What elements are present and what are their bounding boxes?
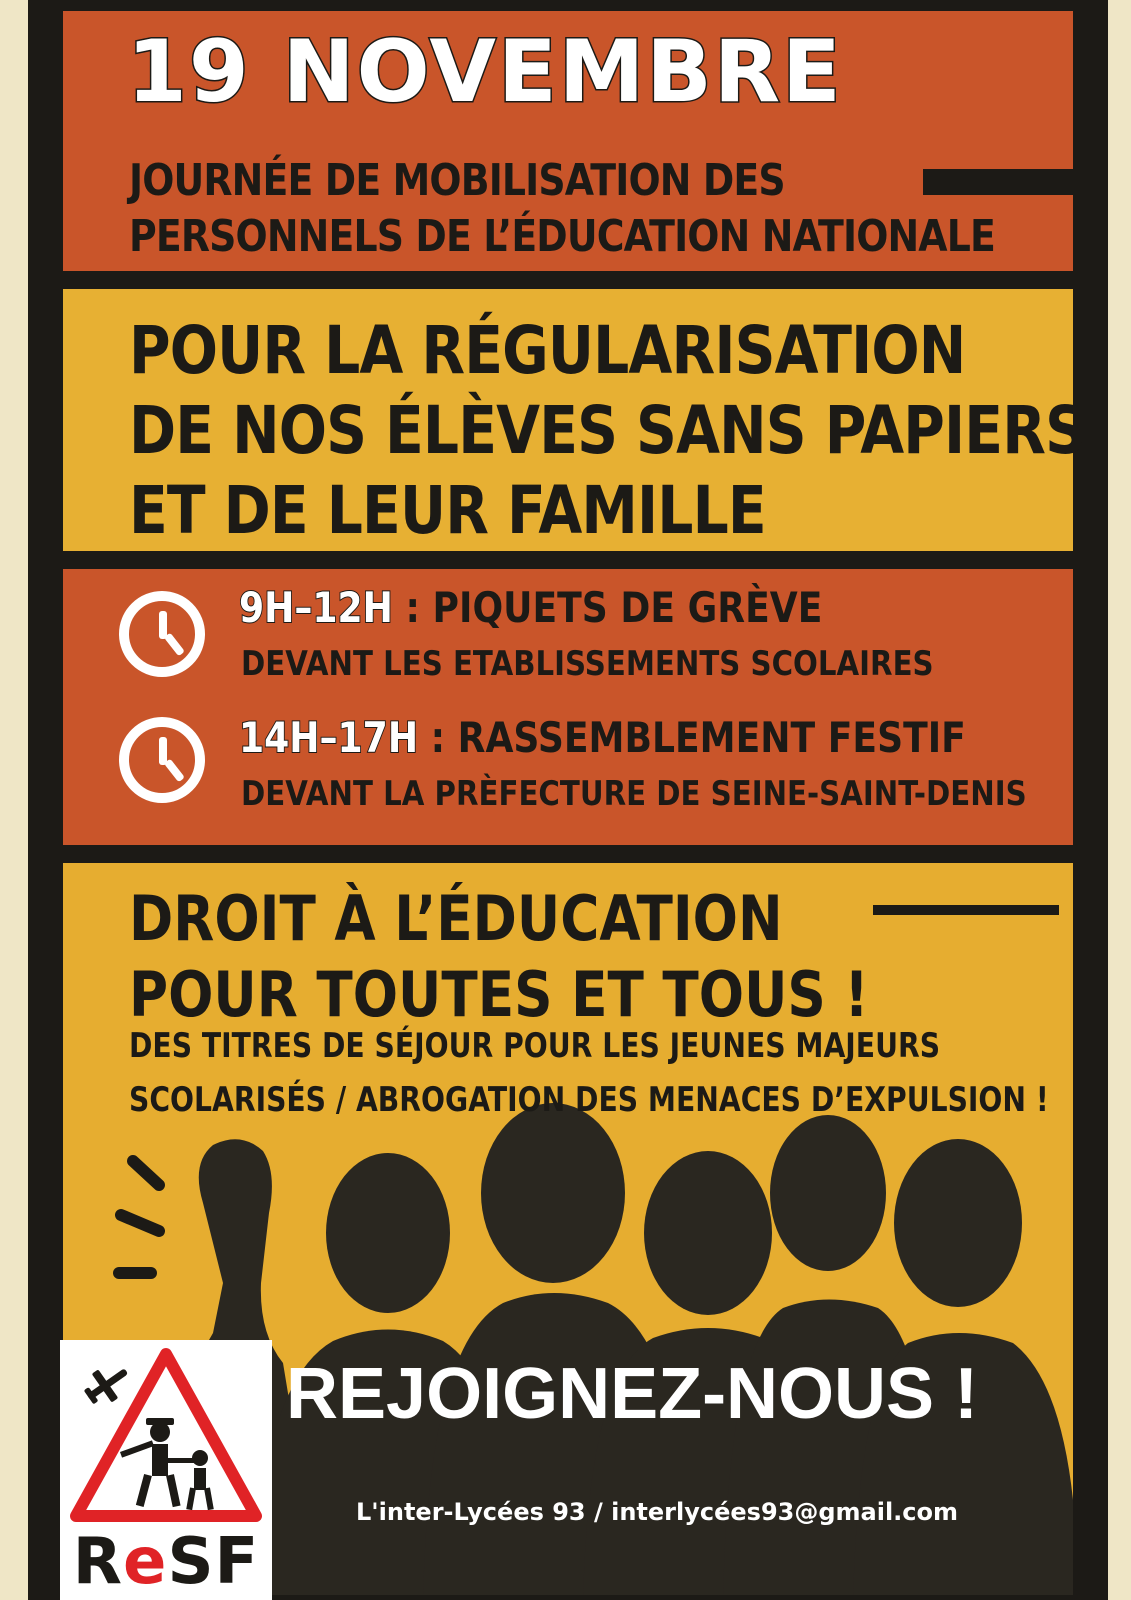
decorative-dash [873, 905, 1059, 915]
date-title: 19 NOVEMBRE [127, 22, 843, 122]
clock-icon [119, 591, 205, 677]
event-2-separator: : [418, 713, 458, 762]
call-to-action: REJOIGNEZ-NOUS ! [286, 1354, 979, 1434]
event-1-title: PIQUETS DE GRÈVE [432, 583, 823, 632]
header-subtitle-line1: JOURNÉE DE MOBILISATION DES [129, 155, 785, 206]
resf-logo-text: ReSF [72, 1525, 260, 1599]
contact-info: L'inter-Lycées 93 / interlycées93@gmail.com [356, 1498, 959, 1526]
slogan-line2: POUR TOUTES ET TOUS ! [129, 958, 869, 1031]
demand-line1: POUR LA RÉGULARISATION [129, 312, 966, 389]
slogan-detail-line2: SCOLARISÉS / ABROGATION DES MENACES D’EXPULSION ! [129, 1080, 1049, 1120]
resf-logo [60, 1340, 272, 1600]
header-subtitle-line2: PERSONNELS DE L’ÉDUCATION NATIONALE [129, 211, 995, 262]
header-panel [58, 6, 1078, 276]
slogan-line1: DROIT À L’ÉDUCATION [129, 882, 783, 955]
slogan-detail [129, 1019, 1049, 1127]
event-1-time: 9H–12H [239, 583, 393, 632]
clock-icon [119, 717, 205, 803]
slogan-detail-line1: DES TITRES DE SÉJOUR POUR LES JEUNES MAJEURS [129, 1026, 941, 1066]
event-2-place: DEVANT LA PRÈFECTURE DE SEINE-SAINT-DENIS [241, 774, 1027, 814]
resf-logo-triangle [60, 1340, 272, 1530]
event-2-title: RASSEMBLEMENT FESTIF [457, 713, 966, 762]
event-1-separator: : [392, 583, 433, 632]
schedule-panel [58, 564, 1078, 850]
slogan-title [129, 881, 869, 1033]
event-1-heading [239, 583, 823, 632]
demand-line2: DE NOS ÉLÈVES SANS PAPIERS [129, 392, 1086, 469]
demand-panel [58, 284, 1086, 556]
event-2-time: 14H–17H [239, 713, 419, 762]
event-2-heading [239, 713, 966, 762]
header-subtitle [129, 153, 995, 265]
event-1-place: DEVANT LES ETABLISSEMENTS SCOLAIRES [241, 644, 934, 684]
decorative-bar [923, 169, 1103, 195]
demand-line3: ET DE LEUR FAMILLE [129, 472, 766, 549]
demand-title [129, 311, 1085, 551]
